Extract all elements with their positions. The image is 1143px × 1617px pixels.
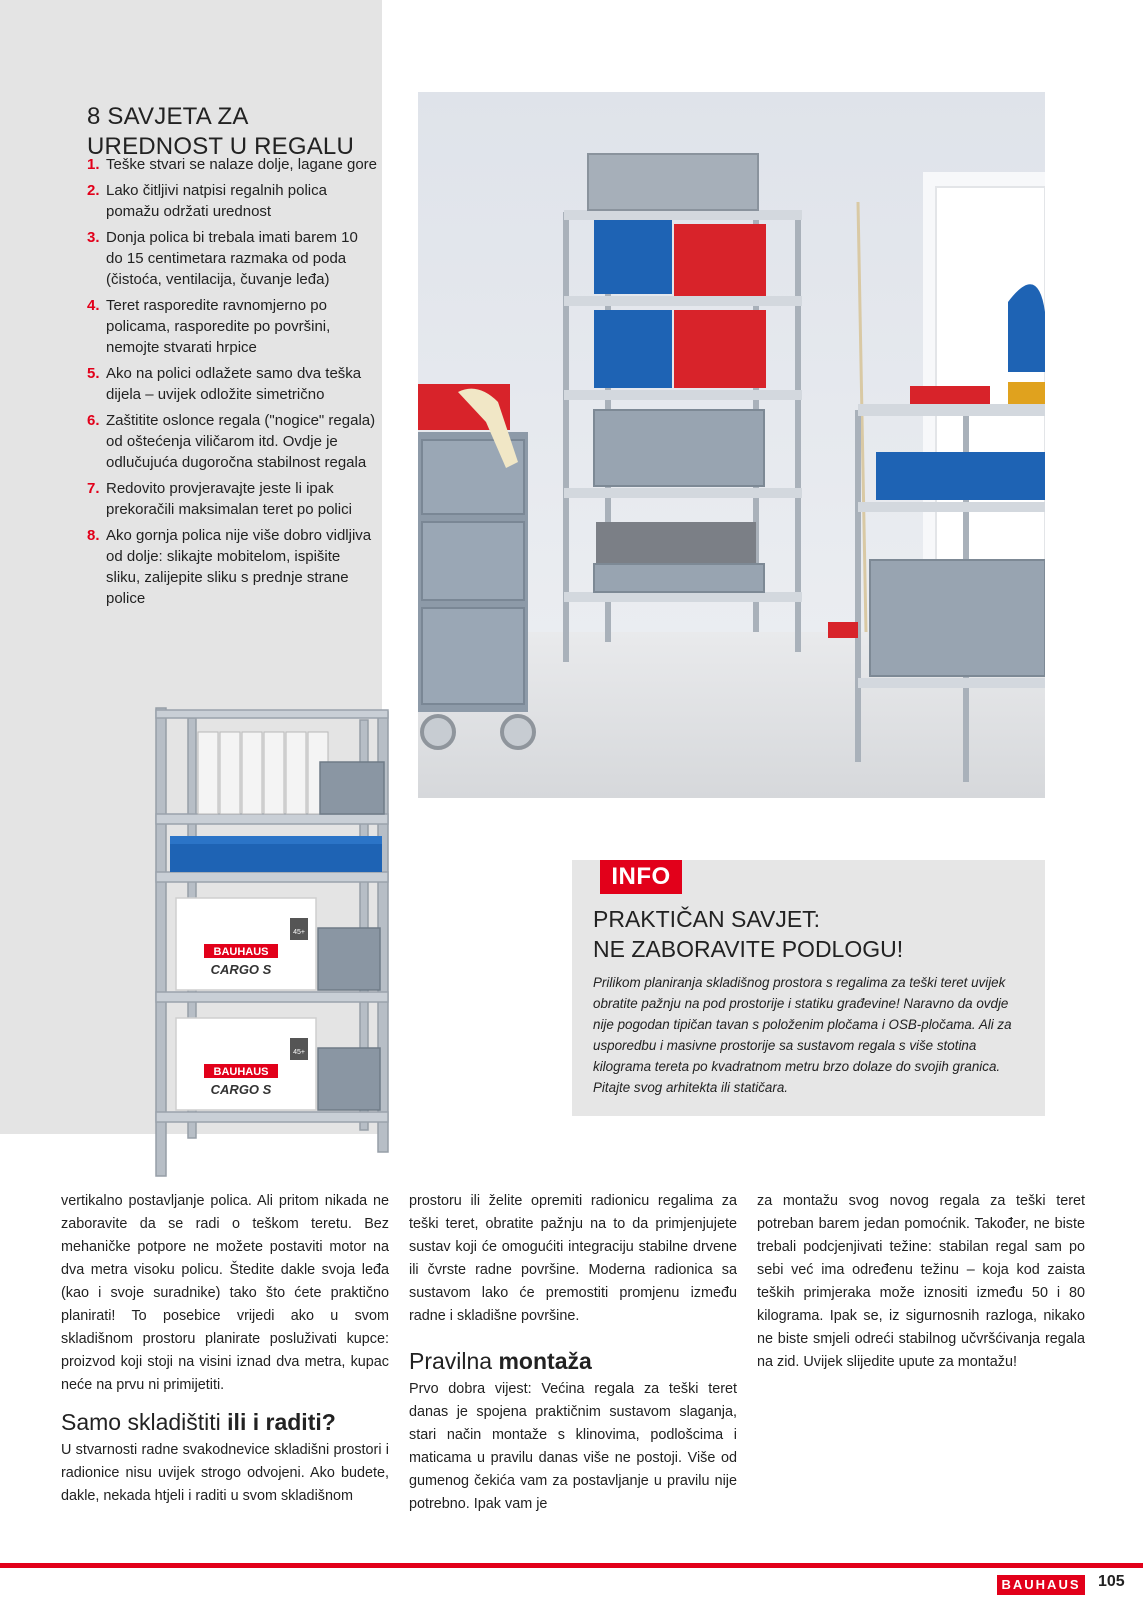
storage-room-photo <box>418 92 1045 798</box>
tip-item <box>87 363 377 405</box>
paragraph: U stvarnosti radne svakodnevice skladišni prostori i radionice nisu uvijek strogo odvojeni. Ako budete, dakle, nekada htjeli i raditi u svom skladišnom <box>61 1442 389 1504</box>
tip-item <box>87 295 377 358</box>
tip-item <box>87 154 377 175</box>
box-weight-label: 45+ <box>293 1049 305 1056</box>
section-heading <box>61 1407 389 1437</box>
tip-text: Redovito provjeravajte jeste li ipak prekoračili maksimalan teret po polici <box>106 480 352 518</box>
article-column-2 <box>409 1190 737 1516</box>
page-number: 105 <box>1098 1573 1125 1590</box>
footer-rule <box>0 1563 1143 1568</box>
tip-text: Donja polica bi trebala imati barem 10 do 15 centimetara razmaka od poda (čistoća, ventilacija, čuvanje leđa) <box>106 229 358 288</box>
tip-number: 7. <box>87 480 100 497</box>
tip-number: 6. <box>87 412 100 429</box>
paragraph: prostoru ili želite opremiti radionicu regalima za teški teret, obratite pažnju na to da primjenjujete sustav koji će omogućiti integraciju stabilne drvene ili čvrste radne površine. Moderna radionica sa sustavom lako će premostiti promjenu između radne i skladišne površine. <box>409 1193 737 1324</box>
tip-text: Teret rasporedite ravnomjerno po policama, rasporedite po površini, nemojte stvarati hrpice <box>106 297 331 356</box>
info-title <box>593 904 1033 964</box>
tip-number: 3. <box>87 229 100 246</box>
box-model-label: CARGO S <box>210 962 272 977</box>
tip-number: 1. <box>87 156 100 173</box>
tip-text: Lako čitljivi natpisi regalnih polica pomažu održati urednost <box>106 182 327 220</box>
box-brand-label: BAUHAUS <box>213 1066 269 1078</box>
section-heading <box>409 1346 737 1376</box>
tips-list <box>87 154 377 614</box>
info-text: Prilikom planiranja skladišnog prostora s regalima za teški teret uvijek obratite pažnju na pod prostorije i statiku građevine! Naravno da ovdje nije pogodan tipičan tavan s položenim pločama i OSB-pločama. Ali za usporedbu i masivne prostorije sa sustavom regala s više stotina kilograma tereta po kvadratnom metru brzo dolaze do svojih granica. Pitajte svog arhitekta ili statičara. <box>593 975 1012 1095</box>
tip-number: 8. <box>87 527 100 544</box>
tip-text: Ako na polici odlažete samo dva teška dijela – uvijek odložite simetrično <box>106 365 362 403</box>
tip-item <box>87 525 377 609</box>
bauhaus-logo: BAUHAUS <box>997 1575 1085 1595</box>
tip-number: 2. <box>87 182 100 199</box>
tip-item <box>87 227 377 290</box>
box-brand-label: BAUHAUS <box>213 946 269 958</box>
heading-bold: montaža <box>498 1348 592 1374</box>
paragraph: vertikalno postavljanje polica. Ali pritom nikada ne zaboravite da se radi o teškom teretu. Bez mehaničke potpore ne možete postaviti motor na dva metra visoku policu. Štedite dakle svoja leđa (kao i svoje suradnike) tako što ćete praktično planirati! To posebice vrijedi ako u svom skladišnom prostoru planirate posluživati kupce: proizvod koji stoji na visini iznad dva metra, kupac neće na prvu ni primijetiti. <box>61 1193 389 1393</box>
info-title-line: PRAKTIČAN SAVJET: <box>593 906 821 932</box>
box-model-label: CARGO S <box>210 1082 272 1097</box>
info-title-line: NE ZABORAVITE PODLOGU! <box>593 936 904 962</box>
heading-normal: Pravilna <box>409 1348 499 1374</box>
tip-item <box>87 478 377 520</box>
tips-title: 8 SAVJETA ZA UREDNOST U REGALU <box>87 103 355 161</box>
paragraph: Prvo dobra vijest: Većina regala za teški teret danas je spojena praktičnim sustavom slaganja, stari način montaže s klinovima, podlošcima i maticama u pravilu danas više ne postoji. Više od gumenog čekića vam za postavljanje u pravilu nije potrebno. Ipak vam je <box>409 1381 737 1512</box>
paragraph: za montažu svog novog regala za teški teret potreban barem jedan pomoćnik. Također, ne biste trebali podcjenjivati težine: stabilan regal sam po sebi već ima određenu težinu – koja kod zaista teških primjeraka može iznositi između 50 i 80 kilograma. Ipak se, iz sigurnosnih razloga, nikako ne biste smjeli odreći stabilnog učvršćivanja regala na zid. Uvijek slijedite upute za montažu! <box>757 1193 1085 1370</box>
shelf-product-photo <box>150 702 405 1180</box>
tip-item <box>87 180 377 222</box>
tip-number: 5. <box>87 365 100 382</box>
tip-item <box>87 410 377 473</box>
info-box <box>572 860 1045 1116</box>
tip-number: 4. <box>87 297 100 314</box>
heading-normal: Samo skladištiti <box>61 1409 228 1435</box>
tip-text: Teške stvari se nalaze dolje, lagane gore <box>106 156 377 173</box>
article-column-3 <box>757 1190 1085 1374</box>
heading-bold: ili i raditi? <box>227 1409 336 1435</box>
tip-text: Zaštitite oslonce regala ("nogice" regala) od oštećenja viličarom itd. Ovdje je odlučujuća dugoročna stabilnost regala <box>106 412 376 471</box>
article-column-1 <box>61 1190 389 1508</box>
box-weight-label: 45+ <box>293 929 305 936</box>
info-tag: INFO <box>600 860 682 894</box>
tip-text: Ako gornja polica nije više dobro vidljiva od dolje: slikajte mobitelom, ispišite sliku, zalijepite sliku s prednje strane police <box>106 527 372 607</box>
